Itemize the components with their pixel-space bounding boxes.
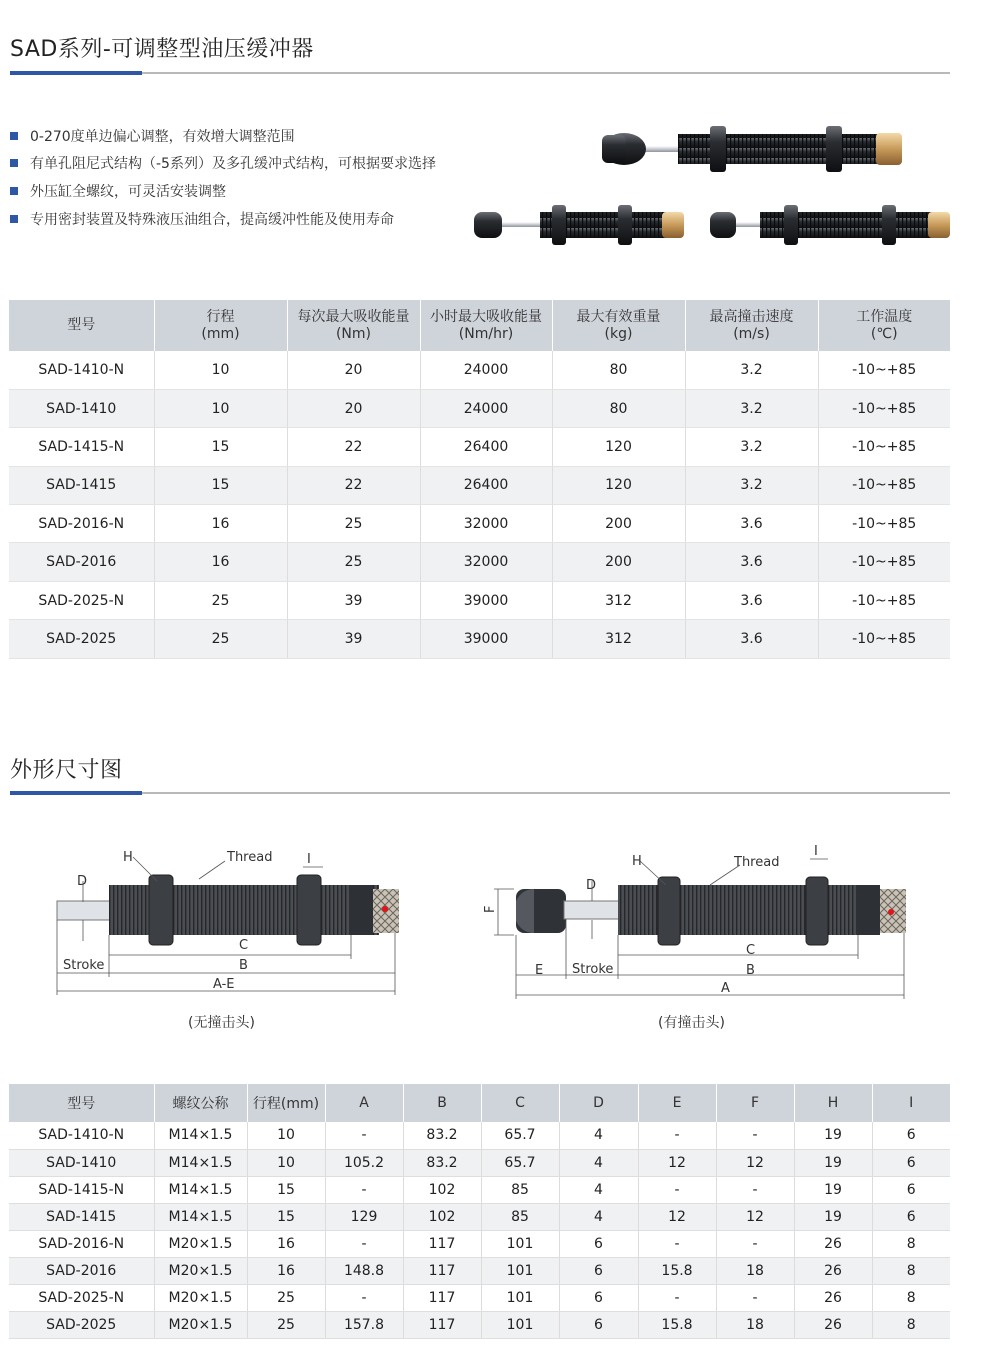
spec-header-temperature: 工作温度 (℃) [818,300,950,351]
dimension-cell-b: 117 [403,1257,481,1284]
dimension-cell-b: 102 [403,1203,481,1230]
red-dot-icon [888,909,894,915]
label-h: H [632,854,642,869]
spec-cell-energy-per-cycle: 22 [287,466,420,504]
spec-cell-model: SAD-1415-N [9,428,154,466]
label-i: I [307,852,311,867]
feature-text: 专用密封装置及特殊液压油组合，提高缓冲性能及使用寿命 [30,211,394,228]
dimension-cell-e: 15.8 [638,1257,716,1284]
dimension-cell-e: - [638,1284,716,1311]
dimension-header-f: F [716,1084,794,1122]
dimension-cell-f: - [716,1230,794,1257]
spec-cell-temperature: -10~+85 [818,389,950,427]
label-c: C [746,943,756,958]
dimension-cell-stroke: 25 [247,1311,325,1338]
spec-cell-max-weight: 120 [552,428,685,466]
dimension-cell-model: SAD-1415-N [9,1176,154,1203]
dimension-cell-c: 101 [481,1257,559,1284]
square-bullet-icon [10,187,18,195]
spec-cell-stroke: 10 [154,389,287,427]
dimension-cell-a: 105.2 [325,1149,403,1176]
label-b: B [239,958,248,973]
label-b: B [746,963,755,978]
dimension-cell-i: 8 [872,1230,950,1257]
dimension-cell-h: 19 [794,1203,872,1230]
spec-cell-energy-per-hour: 39000 [420,620,552,658]
dimension-cell-b: 102 [403,1176,481,1203]
caption-with-head: (有撞击头) [658,1015,725,1031]
dimension-cell-a: 148.8 [325,1257,403,1284]
spec-cell-max-speed: 3.2 [685,428,818,466]
dimension-cell-thread: M14×1.5 [154,1122,247,1149]
dimension-cell-model: SAD-2016-N [9,1230,154,1257]
dimension-cell-thread: M20×1.5 [154,1230,247,1257]
spec-cell-max-speed: 3.6 [685,620,818,658]
dimension-table [9,1084,950,1339]
spec-cell-energy-per-cycle: 39 [287,581,420,619]
feature-item [10,205,436,233]
spec-table-row [9,466,950,504]
label-a-minus-e: A-E [213,977,235,992]
dimension-cell-e: - [638,1176,716,1203]
spec-table-row [9,428,950,466]
spec-table-row [9,620,950,658]
dimension-cell-thread: M14×1.5 [154,1203,247,1230]
dimension-cell-c: 101 [481,1230,559,1257]
feature-text: 有单孔阻尼式结构（-5系列）及多孔缓冲式结构，可根据要求选择 [30,156,436,173]
spec-cell-stroke: 25 [154,581,287,619]
dimension-cell-e: 12 [638,1149,716,1176]
label-thread: Thread [734,855,780,870]
spec-cell-energy-per-cycle: 20 [287,351,420,389]
dimension-cell-thread: M14×1.5 [154,1176,247,1203]
spec-cell-temperature: -10~+85 [818,466,950,504]
spec-cell-model: SAD-1410 [9,389,154,427]
dimension-cell-thread: M20×1.5 [154,1311,247,1338]
product-image [466,118,956,258]
dimension-table-row [9,1257,950,1284]
dimension-cell-f: 18 [716,1311,794,1338]
dimension-cell-h: 26 [794,1257,872,1284]
label-stroke: Stroke [63,958,105,973]
spec-cell-energy-per-cycle: 25 [287,505,420,543]
dimension-cell-stroke: 10 [247,1122,325,1149]
dimension-cell-stroke: 16 [247,1230,325,1257]
label-f: F [483,905,498,913]
dimension-cell-thread: M20×1.5 [154,1284,247,1311]
dimension-header-i: I [872,1084,950,1122]
spec-table-row [9,581,950,619]
dimension-cell-h: 26 [794,1311,872,1338]
label-e: E [535,963,544,978]
dimension-cell-f: 12 [716,1203,794,1230]
label-d: D [77,874,88,889]
dimension-table-row [9,1176,950,1203]
shock-absorber-medium [474,205,684,245]
dimension-cell-model: SAD-2016 [9,1257,154,1284]
spec-table-row [9,351,950,389]
label-a: A [721,981,730,996]
spec-header-model: 型号 [9,300,154,351]
dimension-cell-d: 4 [559,1203,638,1230]
dimension-cell-f: 18 [716,1257,794,1284]
dimension-header-e: E [638,1084,716,1122]
spec-cell-energy-per-hour: 24000 [420,351,552,389]
dimension-rule-accent [10,791,142,795]
dimension-table-row [9,1149,950,1176]
spec-cell-stroke: 16 [154,505,287,543]
dimension-table-row [9,1122,950,1149]
dimension-header-d: D [559,1084,638,1122]
dimension-cell-d: 4 [559,1122,638,1149]
dimension-header-model: 型号 [9,1084,154,1122]
spec-cell-max-weight: 312 [552,620,685,658]
dimension-cell-e: 15.8 [638,1311,716,1338]
dimension-cell-c: 85 [481,1176,559,1203]
dimension-cell-b: 117 [403,1311,481,1338]
dimension-cell-a: - [325,1284,403,1311]
spec-cell-model: SAD-1415 [9,466,154,504]
spec-cell-max-speed: 3.2 [685,389,818,427]
dimension-table-row [9,1284,950,1311]
dimension-cell-a: 129 [325,1203,403,1230]
spec-cell-temperature: -10~+85 [818,581,950,619]
dimension-header-h: H [794,1084,872,1122]
spec-cell-energy-per-cycle: 20 [287,389,420,427]
feature-text: 0-270度单边偏心调整，有效增大调整范围 [30,128,295,145]
dimension-cell-i: 6 [872,1122,950,1149]
feature-list [10,122,436,232]
title-rule [10,72,950,74]
dimension-cell-i: 8 [872,1257,950,1284]
spec-table-row [9,389,950,427]
dimension-header-thread: 螺纹公称 [154,1084,247,1122]
spec-cell-max-speed: 3.2 [685,466,818,504]
spec-cell-temperature: -10~+85 [818,543,950,581]
spec-table [9,300,950,659]
dimension-cell-d: 6 [559,1257,638,1284]
spec-cell-max-weight: 312 [552,581,685,619]
dimension-cell-model: SAD-1410 [9,1149,154,1176]
spec-cell-temperature: -10~+85 [818,620,950,658]
dimension-cell-h: 26 [794,1230,872,1257]
dimension-cell-h: 19 [794,1149,872,1176]
dimension-cell-c: 65.7 [481,1149,559,1176]
spec-cell-max-weight: 120 [552,466,685,504]
spec-cell-max-speed: 3.6 [685,505,818,543]
spec-cell-energy-per-cycle: 39 [287,620,420,658]
label-d: D [586,878,597,893]
caption-without-head: (无撞击头) [188,1015,255,1031]
dimension-cell-f: 12 [716,1149,794,1176]
dimension-cell-f: - [716,1176,794,1203]
spec-header-energy-per-cycle: 每次最大吸收能量 (Nm) [287,300,420,351]
spec-header-stroke: 行程 (mm) [154,300,287,351]
square-bullet-icon [10,132,18,140]
spec-header-row [9,300,950,351]
diagram-with-head [476,845,916,1000]
spec-cell-max-weight: 200 [552,505,685,543]
dimension-cell-b: 117 [403,1284,481,1311]
dimension-cell-d: 4 [559,1149,638,1176]
feature-item [10,150,436,178]
spec-cell-max-weight: 80 [552,351,685,389]
dimension-header-a: A [325,1084,403,1122]
dimension-cell-e: - [638,1230,716,1257]
title-rule-accent [10,71,142,75]
feature-text: 外压缸全螺纹，可灵活安装调整 [30,183,226,200]
label-i: I [814,845,818,859]
dimension-cell-model: SAD-1415 [9,1203,154,1230]
spec-cell-energy-per-hour: 39000 [420,581,552,619]
dimension-cell-stroke: 15 [247,1203,325,1230]
dimension-cell-thread: M20×1.5 [154,1257,247,1284]
dimension-cell-model: SAD-1410-N [9,1122,154,1149]
dimension-cell-model: SAD-2025 [9,1311,154,1338]
dimension-cell-b: 83.2 [403,1149,481,1176]
spec-cell-max-speed: 3.6 [685,581,818,619]
spec-cell-model: SAD-2016 [9,543,154,581]
spec-header-max-speed: 最高撞击速度 (m/s) [685,300,818,351]
dimension-cell-d: 6 [559,1311,638,1338]
spec-cell-model: SAD-2016-N [9,505,154,543]
shock-absorber-large [602,126,902,172]
spec-table-row [9,543,950,581]
shock-absorber-small [710,205,950,245]
square-bullet-icon [10,215,18,223]
dimension-cell-h: 26 [794,1284,872,1311]
dimension-cell-i: 8 [872,1311,950,1338]
spec-cell-max-weight: 80 [552,389,685,427]
feature-item [10,122,436,150]
spec-cell-stroke: 10 [154,351,287,389]
spec-cell-temperature: -10~+85 [818,351,950,389]
dimension-cell-d: 6 [559,1284,638,1311]
dimension-header-b: B [403,1084,481,1122]
dimension-cell-b: 117 [403,1230,481,1257]
spec-cell-energy-per-hour: 26400 [420,466,552,504]
dimension-cell-i: 6 [872,1203,950,1230]
label-h: H [123,850,133,865]
spec-cell-model: SAD-1410-N [9,351,154,389]
dimension-cell-i: 8 [872,1284,950,1311]
dimension-table-row [9,1311,950,1338]
spec-cell-temperature: -10~+85 [818,428,950,466]
spec-cell-stroke: 15 [154,466,287,504]
dimension-cell-a: - [325,1122,403,1149]
dimension-cell-f: - [716,1284,794,1311]
dimension-cell-e: - [638,1122,716,1149]
square-bullet-icon [10,159,18,167]
label-stroke: Stroke [572,962,614,977]
spec-cell-energy-per-hour: 24000 [420,389,552,427]
diagram-without-head [45,845,410,1000]
dimension-cell-b: 83.2 [403,1122,481,1149]
spec-cell-max-weight: 200 [552,543,685,581]
spec-cell-model: SAD-2025-N [9,581,154,619]
dimension-table-row [9,1203,950,1230]
spec-header-energy-per-hour: 小时最大吸收能量 (Nm/hr) [420,300,552,351]
feature-item [10,177,436,205]
dimension-section-title: 外形尺寸图 [10,758,123,783]
dimension-cell-i: 6 [872,1176,950,1203]
label-thread: Thread [227,850,273,865]
spec-cell-max-speed: 3.2 [685,351,818,389]
dimension-cell-stroke: 25 [247,1284,325,1311]
spec-cell-energy-per-cycle: 25 [287,543,420,581]
spec-cell-energy-per-hour: 32000 [420,543,552,581]
dimension-cell-h: 19 [794,1176,872,1203]
dimension-header-row [9,1084,950,1122]
dimension-cell-c: 85 [481,1203,559,1230]
dimension-table-row [9,1230,950,1257]
label-c: C [239,938,249,953]
dimension-cell-h: 19 [794,1122,872,1149]
dimension-cell-a: - [325,1230,403,1257]
spec-cell-stroke: 25 [154,620,287,658]
spec-cell-energy-per-hour: 26400 [420,428,552,466]
spec-cell-stroke: 16 [154,543,287,581]
spec-header-max-weight: 最大有效重量 (kg) [552,300,685,351]
spec-cell-energy-per-cycle: 22 [287,428,420,466]
dimension-cell-d: 4 [559,1176,638,1203]
spec-table-row [9,505,950,543]
dimension-cell-c: 101 [481,1284,559,1311]
dimension-header-c: C [481,1084,559,1122]
spec-cell-max-speed: 3.6 [685,543,818,581]
spec-cell-stroke: 15 [154,428,287,466]
spec-cell-temperature: -10~+85 [818,505,950,543]
dimension-cell-thread: M14×1.5 [154,1149,247,1176]
dimension-cell-model: SAD-2025-N [9,1284,154,1311]
spec-cell-energy-per-hour: 32000 [420,505,552,543]
dimension-cell-c: 65.7 [481,1122,559,1149]
red-dot-icon [382,906,388,912]
dimension-cell-e: 12 [638,1203,716,1230]
dimension-cell-c: 101 [481,1311,559,1338]
dimension-cell-a: 157.8 [325,1311,403,1338]
page-title: SAD系列-可调整型油压缓冲器 [10,37,314,62]
dimension-cell-d: 6 [559,1230,638,1257]
dimension-cell-a: - [325,1176,403,1203]
dimension-cell-stroke: 16 [247,1257,325,1284]
dimension-rule [10,792,950,794]
dimension-header-stroke: 行程(mm) [247,1084,325,1122]
dimension-cell-stroke: 15 [247,1176,325,1203]
dimension-cell-stroke: 10 [247,1149,325,1176]
spec-cell-model: SAD-2025 [9,620,154,658]
dimension-cell-i: 6 [872,1149,950,1176]
dimension-cell-f: - [716,1122,794,1149]
